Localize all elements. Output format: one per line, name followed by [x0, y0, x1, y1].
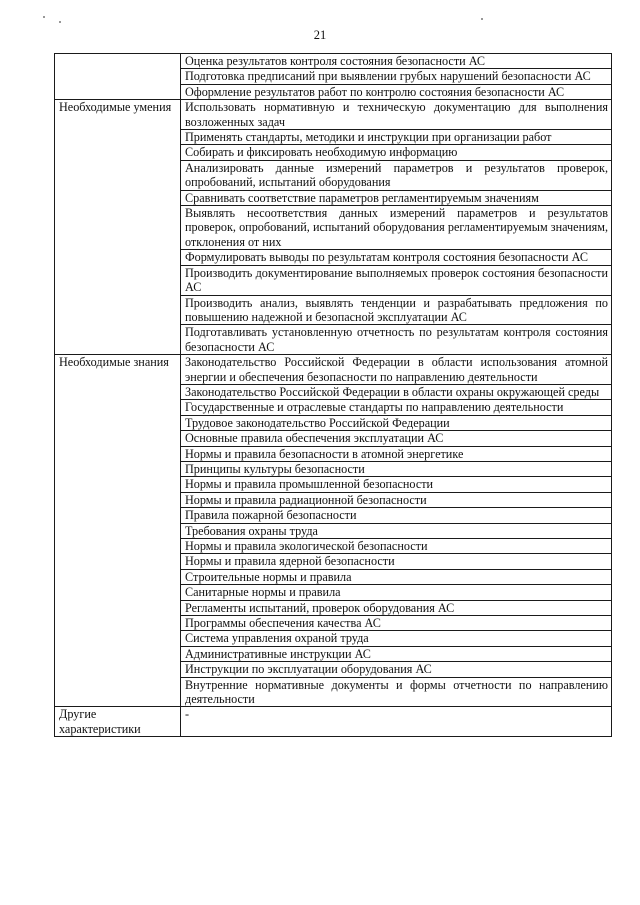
table-row: [55, 100, 612, 130]
category-cell: [55, 355, 181, 707]
requirement-item: Инструкции по эксплуатации оборудования АС: [181, 662, 612, 677]
table-row: [55, 355, 612, 385]
requirement-item: Система управления охраной труда: [181, 631, 612, 646]
requirement-item: Принципы культуры безопасности: [181, 461, 612, 476]
requirement-item: Программы обеспечения качества АС: [181, 616, 612, 631]
category-cell: [55, 707, 181, 737]
requirement-item: Оформление результатов работ по контролю состояния безопасности АС: [181, 84, 612, 99]
category-label: Другие характеристики: [59, 707, 141, 736]
requirement-item: Применять стандарты, методики и инструкции при организации работ: [181, 130, 612, 145]
scan-speck: [43, 16, 45, 18]
table-row: [55, 707, 612, 737]
requirement-item: Строительные нормы и правила: [181, 569, 612, 584]
requirement-item: Внутренние нормативные документы и формы отчетности по направлению деятельности: [181, 677, 612, 707]
requirement-item: Выявлять несоответствия данных измерений параметров и результатов проверок, опробований, испытаний оборудования регламентируемым значениям, отклонения от них: [181, 206, 612, 250]
requirement-item: Законодательство Российской Федерации в области использования атомной энергии и обеспечения безопасности по направлению деятельности: [181, 355, 612, 385]
requirement-item: Законодательство Российской Федерации в области охраны окружающей среды: [181, 384, 612, 399]
category-label: Необходимые умения: [59, 100, 172, 115]
requirement-item: Подготавливать установленную отчетность по результатам контроля состояния безопасности АС: [181, 325, 612, 355]
category-cell: [55, 54, 181, 100]
requirement-item: Нормы и правила радиационной безопасности: [181, 492, 612, 507]
requirement-item: Собирать и фиксировать необходимую информацию: [181, 145, 612, 160]
requirement-item: Подготовка предписаний при выявлении грубых нарушений безопасности АС: [181, 69, 612, 84]
requirement-item: Производить анализ, выявлять тенденции и разрабатывать предложения по повышению надежной и безопасной эксплуатации АС: [181, 295, 612, 325]
requirement-item: Нормы и правила экологической безопасности: [181, 539, 612, 554]
requirement-item: -: [181, 707, 612, 737]
requirements-table-body: [55, 54, 612, 737]
scan-speck: [59, 21, 61, 23]
requirement-item: Анализировать данные измерений параметров и результатов проверок, опробований, испытаний оборудования: [181, 160, 612, 190]
category-label: Необходимые знания: [59, 355, 169, 370]
requirement-item: Нормы и правила безопасности в атомной энергетике: [181, 446, 612, 461]
category-cell: [55, 100, 181, 355]
requirement-item: Нормы и правила ядерной безопасности: [181, 554, 612, 569]
page-number: 21: [313, 28, 327, 42]
requirements-table: [54, 53, 612, 737]
requirement-item: Оценка результатов контроля состояния безопасности АС: [181, 54, 612, 69]
requirement-item: Основные правила обеспечения эксплуатации АС: [181, 431, 612, 446]
requirement-item: Правила пожарной безопасности: [181, 508, 612, 523]
table-row: [55, 54, 612, 69]
requirement-item: Административные инструкции АС: [181, 646, 612, 661]
requirement-item: Сравнивать соответствие параметров регламентируемым значениям: [181, 190, 612, 205]
requirement-item: Государственные и отраслевые стандарты по направлению деятельности: [181, 400, 612, 415]
requirement-item: Санитарные нормы и правила: [181, 585, 612, 600]
requirement-item: Нормы и правила промышленной безопасности: [181, 477, 612, 492]
requirement-item: Формулировать выводы по результатам контроля состояния безопасности АС: [181, 250, 612, 265]
requirement-item: Использовать нормативную и техническую документацию для выполнения возложенных задач: [181, 100, 612, 130]
requirement-item: Производить документирование выполняемых проверок состояния безопасности АС: [181, 265, 612, 295]
requirement-item: Трудовое законодательство Российской Федерации: [181, 415, 612, 430]
requirement-item: Регламенты испытаний, проверок оборудования АС: [181, 600, 612, 615]
scan-speck: [481, 18, 483, 20]
requirement-item: Требования охраны труда: [181, 523, 612, 538]
